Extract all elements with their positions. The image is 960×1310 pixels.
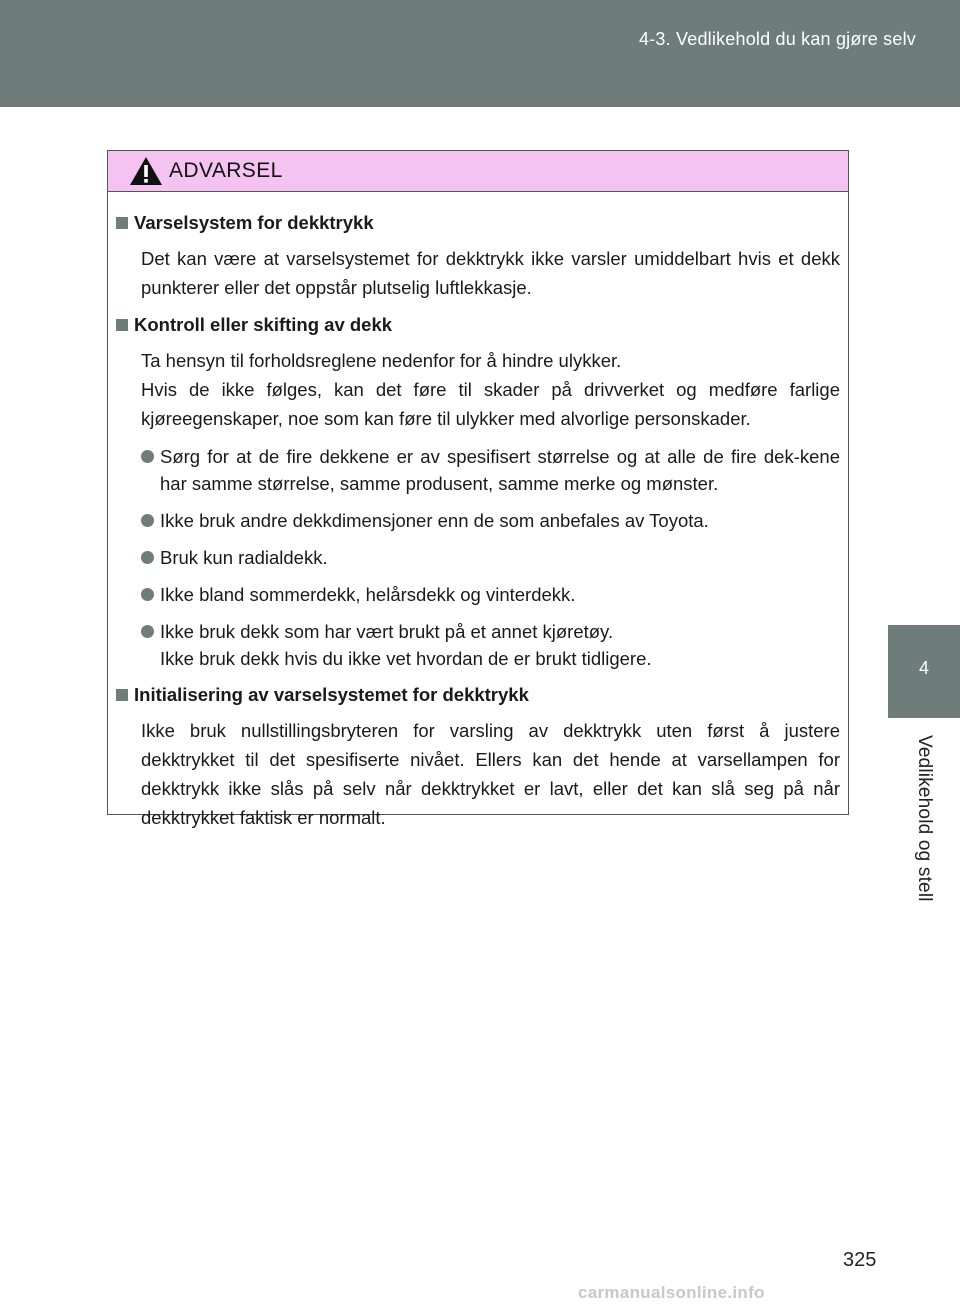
- dot-bullet-icon: [141, 551, 154, 564]
- dot-bullet-icon: [141, 625, 154, 638]
- square-bullet-icon: [116, 217, 128, 229]
- warning-box: [107, 150, 849, 828]
- section-heading: [116, 682, 840, 708]
- top-header-bar: [0, 0, 960, 107]
- square-bullet-icon: [116, 319, 128, 331]
- dot-bullet-icon: [141, 514, 154, 527]
- section-heading-text: Kontroll eller skifting av dekk: [134, 314, 393, 335]
- square-bullet-icon: [116, 689, 128, 701]
- chapter-label: Vedlikehold og stell: [914, 734, 935, 902]
- list-item: [141, 443, 840, 497]
- list-item: [141, 581, 840, 608]
- section-heading: [116, 312, 840, 338]
- page-number: 325: [843, 1249, 877, 1271]
- section-title: 4-3. Vedlikehold du kan gjøre selv: [639, 29, 916, 49]
- section-heading-text: Initialisering av varselsystemet for dekktrykk: [134, 684, 529, 705]
- watermark: carmanualsonline.info: [578, 1283, 765, 1302]
- list-item-text: [160, 507, 840, 534]
- list-item-line: Ikke bruk andre dekkdimensjoner enn de som anbefales av Toyota.: [160, 510, 709, 531]
- list-item: [141, 544, 840, 571]
- list-item-line: Ikke bland sommerdekk, helårsdekk og vinterdekk.: [160, 584, 576, 605]
- section-heading: [116, 210, 840, 236]
- dot-bullet-icon: [141, 450, 154, 463]
- warning-body: [108, 192, 848, 832]
- chapter-tab: [888, 625, 960, 718]
- warning-header: [108, 151, 848, 192]
- section-paragraph: [141, 346, 840, 433]
- list-item: [141, 618, 840, 672]
- list-item-line: Sørg for at de fire dekkene er av spesifisert størrelse og at alle de fire dek-kene har samme størrelse, samme produsent, samme merke og mønster.: [160, 446, 840, 494]
- chapter-number: 4: [918, 658, 929, 678]
- paragraph-line: Ikke bruk nullstillingsbryteren for varsling av dekktrykk uten først å justere dekktrykket til det spesifiserte nivået. Ellers kan det hende at varsellampen for dekktrykk ikke slås på selv når dekktrykket er lavt, eller det kan slå seg på når dekktrykket faktisk er normalt.: [141, 720, 840, 828]
- warning-title: ADVARSEL: [169, 159, 283, 182]
- list-item-text: [160, 544, 840, 571]
- section-paragraph: [141, 244, 840, 302]
- list-item-line: Ikke bruk dekk som har vært brukt på et annet kjøretøy.: [160, 621, 614, 642]
- list-item-text: [160, 443, 840, 497]
- chapter-label-container: [888, 718, 960, 918]
- list-item-line: Bruk kun radialdekk.: [160, 547, 328, 568]
- list-item-text: [160, 581, 840, 608]
- paragraph-line: Hvis de ikke følges, kan det føre til skader på drivverket og medføre farlige kjøreegenskaper, noe som kan føre til ulykker med alvorlige personskader.: [141, 379, 840, 429]
- warning-triangle-icon: [129, 156, 163, 186]
- paragraph-line: Det kan være at varselsystemet for dekktrykk ikke varsler umiddelbart hvis et dekk punkterer eller det oppstår plutselig luftlekkasje.: [141, 248, 840, 298]
- paragraph-line: Ta hensyn til forholdsreglene nedenfor for å hindre ulykker.: [141, 350, 622, 371]
- list-item-text: [160, 618, 840, 672]
- section-heading-text: Varselsystem for dekktrykk: [134, 212, 374, 233]
- dot-bullet-icon: [141, 588, 154, 601]
- section-paragraph: [141, 716, 840, 832]
- list-item: [141, 507, 840, 534]
- list-item-line: Ikke bruk dekk hvis du ikke vet hvordan de er brukt tidligere.: [160, 648, 652, 669]
